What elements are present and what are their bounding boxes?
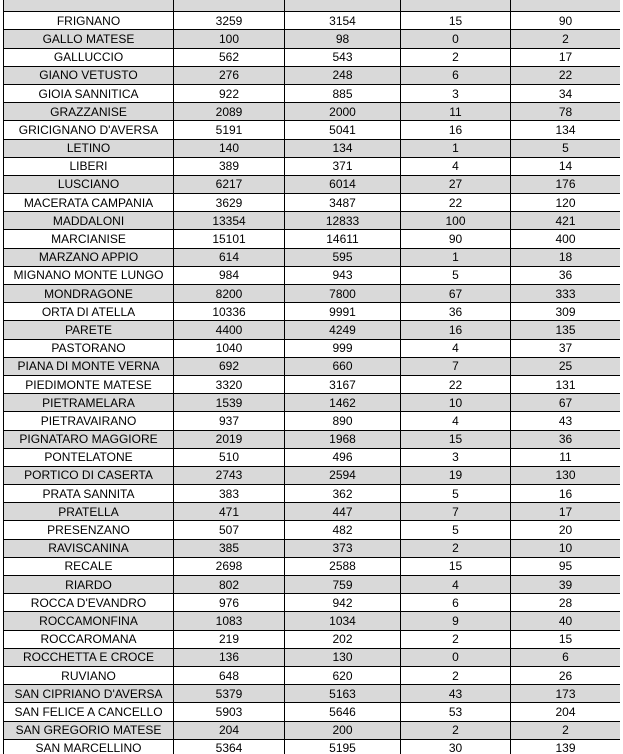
value-cell-3: 9: [401, 612, 511, 630]
municipality-cell: ROCCAROMANA: [4, 630, 174, 648]
value-cell-3: 6: [401, 594, 511, 612]
value-cell-4: 95: [511, 557, 621, 575]
value-cell-1: [174, 0, 285, 12]
value-cell-4: 421: [511, 212, 621, 230]
value-cell-4: 16: [511, 485, 621, 503]
value-cell-2: 1968: [285, 430, 401, 448]
value-cell-1: 471: [174, 503, 285, 521]
value-cell-1: 648: [174, 666, 285, 684]
value-cell-1: 2743: [174, 466, 285, 484]
value-cell-1: 5903: [174, 703, 285, 721]
value-cell-2: 759: [285, 576, 401, 594]
municipality-cell: GIANO VETUSTO: [4, 66, 174, 84]
municipality-cell: GALLO MATESE: [4, 30, 174, 48]
value-cell-1: 2019: [174, 430, 285, 448]
table-row: [4, 612, 621, 630]
table-row: [4, 194, 621, 212]
value-cell-2: 447: [285, 503, 401, 521]
value-cell-1: 383: [174, 485, 285, 503]
value-cell-1: 15101: [174, 230, 285, 248]
municipality-cell: MONDRAGONE: [4, 285, 174, 303]
value-cell-4: 17: [511, 503, 621, 521]
value-cell-1: 692: [174, 357, 285, 375]
table-row: [4, 685, 621, 703]
table-row: [4, 248, 621, 266]
municipality-cell: GALLUCCIO: [4, 48, 174, 66]
table-row: [4, 303, 621, 321]
value-cell-4: 204: [511, 703, 621, 721]
spreadsheet-view: [3, 0, 620, 754]
value-cell-2: 362: [285, 485, 401, 503]
value-cell-4: 22: [511, 66, 621, 84]
value-cell-2: 3487: [285, 194, 401, 212]
value-cell-4: 130: [511, 466, 621, 484]
value-cell-4: 28: [511, 594, 621, 612]
municipality-cell: LIBERI: [4, 157, 174, 175]
table-row: [4, 739, 621, 754]
value-cell-1: 5191: [174, 121, 285, 139]
value-cell-3: 30: [401, 739, 511, 754]
value-cell-2: 543: [285, 48, 401, 66]
table-row: [4, 48, 621, 66]
data-table: [3, 0, 620, 754]
value-cell-3: 7: [401, 503, 511, 521]
municipality-cell: MARZANO APPIO: [4, 248, 174, 266]
value-cell-3: 4: [401, 412, 511, 430]
table-row: [4, 212, 621, 230]
municipality-cell: PRESENZANO: [4, 521, 174, 539]
value-cell-4: 25: [511, 357, 621, 375]
municipality-cell: PIETRAVAIRANO: [4, 412, 174, 430]
municipality-cell: MIGNANO MONTE LUNGO: [4, 266, 174, 284]
table-row: [4, 157, 621, 175]
value-cell-4: 134: [511, 121, 621, 139]
value-cell-4: 18: [511, 248, 621, 266]
value-cell-3: 2: [401, 630, 511, 648]
value-cell-3: 3: [401, 84, 511, 102]
value-cell-4: 20: [511, 521, 621, 539]
table-row: [4, 430, 621, 448]
table-row: [4, 121, 621, 139]
value-cell-4: 67: [511, 394, 621, 412]
municipality-cell: ROCCAMONFINA: [4, 612, 174, 630]
value-cell-3: 4: [401, 576, 511, 594]
table-row: [4, 0, 621, 12]
value-cell-3: 53: [401, 703, 511, 721]
value-cell-1: 6217: [174, 175, 285, 193]
value-cell-2: 3154: [285, 12, 401, 30]
table-row: [4, 285, 621, 303]
municipality-cell: RECALE: [4, 557, 174, 575]
value-cell-3: 5: [401, 485, 511, 503]
municipality-cell: PRATA SANNITA: [4, 485, 174, 503]
value-cell-2: 890: [285, 412, 401, 430]
value-cell-1: 276: [174, 66, 285, 84]
value-cell-1: 976: [174, 594, 285, 612]
value-cell-2: 660: [285, 357, 401, 375]
value-cell-4: 6: [511, 648, 621, 666]
value-cell-3: 16: [401, 321, 511, 339]
table-row: [4, 648, 621, 666]
value-cell-1: 802: [174, 576, 285, 594]
value-cell-3: 2: [401, 666, 511, 684]
value-cell-1: 136: [174, 648, 285, 666]
municipality-cell: PRATELLA: [4, 503, 174, 521]
municipality-cell: PARETE: [4, 321, 174, 339]
value-cell-1: 219: [174, 630, 285, 648]
municipality-cell: SAN CIPRIANO D'AVERSA: [4, 685, 174, 703]
table-row: [4, 266, 621, 284]
value-cell-4: 34: [511, 84, 621, 102]
municipality-cell: MARCIANISE: [4, 230, 174, 248]
value-cell-3: 22: [401, 375, 511, 393]
value-cell-3: [401, 0, 511, 12]
table-row: [4, 175, 621, 193]
municipality-cell: FRIGNANO: [4, 12, 174, 30]
value-cell-2: 942: [285, 594, 401, 612]
value-cell-4: 176: [511, 175, 621, 193]
value-cell-1: 140: [174, 139, 285, 157]
municipality-cell: RUVIANO: [4, 666, 174, 684]
value-cell-3: 15: [401, 557, 511, 575]
value-cell-2: 2588: [285, 557, 401, 575]
value-cell-3: 2: [401, 539, 511, 557]
table-row: [4, 84, 621, 102]
value-cell-3: 2: [401, 48, 511, 66]
value-cell-3: 4: [401, 157, 511, 175]
value-cell-2: 595: [285, 248, 401, 266]
value-cell-2: 134: [285, 139, 401, 157]
value-cell-2: 5041: [285, 121, 401, 139]
value-cell-4: 26: [511, 666, 621, 684]
value-cell-1: 984: [174, 266, 285, 284]
municipality-cell: MACERATA CAMPANIA: [4, 194, 174, 212]
value-cell-2: 9991: [285, 303, 401, 321]
value-cell-1: 3259: [174, 12, 285, 30]
value-cell-4: 173: [511, 685, 621, 703]
value-cell-1: 4400: [174, 321, 285, 339]
value-cell-4: 39: [511, 576, 621, 594]
value-cell-2: 98: [285, 30, 401, 48]
value-cell-1: 8200: [174, 285, 285, 303]
table-row: [4, 448, 621, 466]
municipality-cell: SAN GREGORIO MATESE: [4, 721, 174, 739]
value-cell-3: 90: [401, 230, 511, 248]
table-row: [4, 66, 621, 84]
value-cell-1: 389: [174, 157, 285, 175]
value-cell-1: 507: [174, 521, 285, 539]
table-row: [4, 594, 621, 612]
value-cell-2: 943: [285, 266, 401, 284]
value-cell-2: 202: [285, 630, 401, 648]
value-cell-2: 482: [285, 521, 401, 539]
municipality-cell: GRICIGNANO D'AVERSA: [4, 121, 174, 139]
value-cell-3: 1: [401, 248, 511, 266]
value-cell-4: 40: [511, 612, 621, 630]
value-cell-4: 400: [511, 230, 621, 248]
table-row: [4, 485, 621, 503]
municipality-cell: ORTA DI ATELLA: [4, 303, 174, 321]
value-cell-3: 10: [401, 394, 511, 412]
value-cell-2: 1462: [285, 394, 401, 412]
value-cell-4: [511, 0, 621, 12]
municipality-cell: RIARDO: [4, 576, 174, 594]
value-cell-2: 200: [285, 721, 401, 739]
table-row: [4, 503, 621, 521]
municipality-cell: RAVISCANINA: [4, 539, 174, 557]
municipality-cell: LETINO: [4, 139, 174, 157]
value-cell-3: 2: [401, 721, 511, 739]
municipality-cell: SAN MARCELLINO: [4, 739, 174, 754]
value-cell-3: 19: [401, 466, 511, 484]
value-cell-2: 4249: [285, 321, 401, 339]
municipality-cell: LUSCIANO: [4, 175, 174, 193]
value-cell-1: 10336: [174, 303, 285, 321]
value-cell-3: 16: [401, 121, 511, 139]
value-cell-2: 5646: [285, 703, 401, 721]
value-cell-1: 3629: [174, 194, 285, 212]
table-body: [4, 0, 621, 754]
table-row: [4, 357, 621, 375]
municipality-cell: GRAZZANISE: [4, 103, 174, 121]
value-cell-3: 22: [401, 194, 511, 212]
value-cell-2: 5195: [285, 739, 401, 754]
value-cell-1: 13354: [174, 212, 285, 230]
value-cell-2: 885: [285, 84, 401, 102]
value-cell-2: 1034: [285, 612, 401, 630]
value-cell-4: 10: [511, 539, 621, 557]
municipality-cell: ROCCA D'EVANDRO: [4, 594, 174, 612]
municipality-cell: SAN FELICE A CANCELLO: [4, 703, 174, 721]
value-cell-3: 100: [401, 212, 511, 230]
table-row: [4, 539, 621, 557]
value-cell-1: 614: [174, 248, 285, 266]
table-row: [4, 230, 621, 248]
value-cell-1: 1040: [174, 339, 285, 357]
table-row: [4, 103, 621, 121]
value-cell-3: 11: [401, 103, 511, 121]
table-row: [4, 557, 621, 575]
municipality-cell: PIGNATARO MAGGIORE: [4, 430, 174, 448]
value-cell-4: 37: [511, 339, 621, 357]
table-row: [4, 466, 621, 484]
value-cell-3: 27: [401, 175, 511, 193]
value-cell-4: 2: [511, 30, 621, 48]
value-cell-3: 6: [401, 66, 511, 84]
value-cell-2: 130: [285, 648, 401, 666]
value-cell-3: 0: [401, 648, 511, 666]
value-cell-3: 1: [401, 139, 511, 157]
value-cell-4: 15: [511, 630, 621, 648]
value-cell-2: 3167: [285, 375, 401, 393]
value-cell-4: 5: [511, 139, 621, 157]
table-row: [4, 30, 621, 48]
value-cell-4: 131: [511, 375, 621, 393]
value-cell-2: 2000: [285, 103, 401, 121]
value-cell-4: 78: [511, 103, 621, 121]
value-cell-2: 371: [285, 157, 401, 175]
value-cell-1: 100: [174, 30, 285, 48]
value-cell-1: 1083: [174, 612, 285, 630]
value-cell-3: 4: [401, 339, 511, 357]
value-cell-4: 139: [511, 739, 621, 754]
table-row: [4, 703, 621, 721]
table-row: [4, 139, 621, 157]
value-cell-4: 2: [511, 721, 621, 739]
value-cell-4: 36: [511, 430, 621, 448]
table-row: [4, 412, 621, 430]
value-cell-2: 248: [285, 66, 401, 84]
value-cell-3: 67: [401, 285, 511, 303]
value-cell-4: 120: [511, 194, 621, 212]
table-row: [4, 576, 621, 594]
value-cell-1: 204: [174, 721, 285, 739]
value-cell-2: 2594: [285, 466, 401, 484]
municipality-cell: [4, 0, 174, 12]
value-cell-4: 14: [511, 157, 621, 175]
municipality-cell: PIEDIMONTE MATESE: [4, 375, 174, 393]
value-cell-4: 309: [511, 303, 621, 321]
value-cell-1: 3320: [174, 375, 285, 393]
value-cell-1: 562: [174, 48, 285, 66]
municipality-cell: PASTORANO: [4, 339, 174, 357]
value-cell-1: 2698: [174, 557, 285, 575]
municipality-cell: MADDALONI: [4, 212, 174, 230]
table-row: [4, 339, 621, 357]
value-cell-2: 5163: [285, 685, 401, 703]
value-cell-2: [285, 0, 401, 12]
table-row: [4, 12, 621, 30]
value-cell-3: 43: [401, 685, 511, 703]
value-cell-3: 3: [401, 448, 511, 466]
value-cell-2: 620: [285, 666, 401, 684]
table-row: [4, 321, 621, 339]
value-cell-4: 333: [511, 285, 621, 303]
municipality-cell: ROCCHETTA E CROCE: [4, 648, 174, 666]
value-cell-1: 2089: [174, 103, 285, 121]
value-cell-2: 496: [285, 448, 401, 466]
value-cell-1: 922: [174, 84, 285, 102]
value-cell-2: 7800: [285, 285, 401, 303]
value-cell-3: 5: [401, 521, 511, 539]
value-cell-2: 999: [285, 339, 401, 357]
value-cell-2: 14611: [285, 230, 401, 248]
value-cell-1: 1539: [174, 394, 285, 412]
municipality-cell: PORTICO DI CASERTA: [4, 466, 174, 484]
value-cell-4: 135: [511, 321, 621, 339]
value-cell-4: 36: [511, 266, 621, 284]
value-cell-1: 385: [174, 539, 285, 557]
table-row: [4, 394, 621, 412]
value-cell-1: 5364: [174, 739, 285, 754]
value-cell-4: 43: [511, 412, 621, 430]
value-cell-3: 5: [401, 266, 511, 284]
table-row: [4, 375, 621, 393]
value-cell-4: 90: [511, 12, 621, 30]
value-cell-2: 12833: [285, 212, 401, 230]
value-cell-4: 17: [511, 48, 621, 66]
table-row: [4, 666, 621, 684]
table-row: [4, 521, 621, 539]
municipality-cell: PIANA DI MONTE VERNA: [4, 357, 174, 375]
municipality-cell: PONTELATONE: [4, 448, 174, 466]
value-cell-1: 510: [174, 448, 285, 466]
municipality-cell: PIETRAMELARA: [4, 394, 174, 412]
table-row: [4, 630, 621, 648]
value-cell-2: 6014: [285, 175, 401, 193]
value-cell-3: 7: [401, 357, 511, 375]
value-cell-3: 15: [401, 12, 511, 30]
table-row: [4, 721, 621, 739]
value-cell-4: 11: [511, 448, 621, 466]
value-cell-1: 5379: [174, 685, 285, 703]
municipality-cell: GIOIA SANNITICA: [4, 84, 174, 102]
value-cell-1: 937: [174, 412, 285, 430]
value-cell-2: 373: [285, 539, 401, 557]
value-cell-3: 0: [401, 30, 511, 48]
value-cell-3: 36: [401, 303, 511, 321]
value-cell-3: 15: [401, 430, 511, 448]
